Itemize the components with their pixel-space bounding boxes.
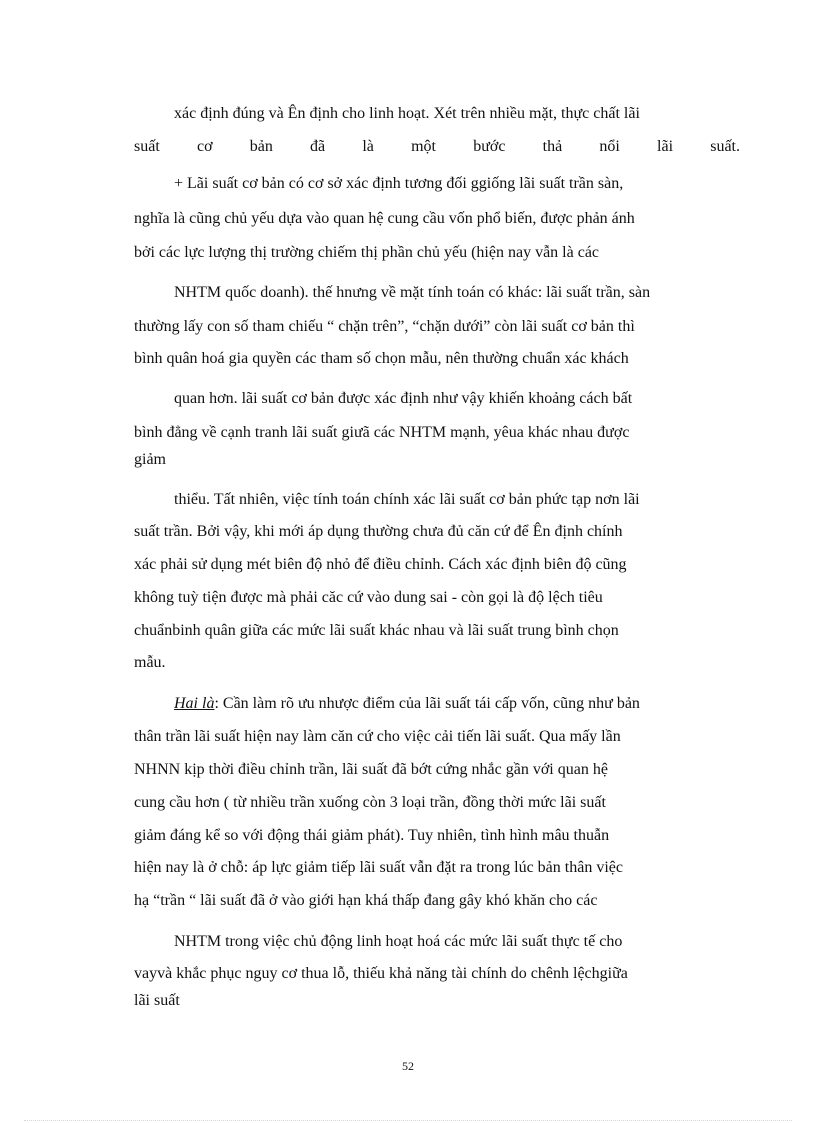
text-line-2: suất cơ bản đã là một bước thả nổi lãi suất. [134,138,740,155]
page-bottom-rule [24,1120,792,1121]
text-line-6: NHTM quốc doanh). thế hnưng về mặt tính toán có khác: lãi suất trần, sàn [174,284,651,301]
text-line-9: quan hơn. lãi suất cơ bản được xác định như vậy khiến khoảng cách bất [174,390,633,407]
text-line-21: cung cầu hơn ( từ nhiều trần xuống còn 3 loại trần, đồng thời mức lãi suất [134,794,606,811]
text-line-10: bình đẳng về cạnh tranh lãi suất giưã các NHTM mạnh, yêua khác nhau được [134,424,630,441]
text-line-1: xác định đúng và Ên định cho linh hoạt. Xét trên nhiều mặt, thực chất lãi [174,105,640,122]
text-line-16: chuẩnbinh quân giữa các mức lãi suất khác nhau và lãi suất trung bình chọn [134,622,619,639]
hai-la-text: : Cần làm rõ ưu nhược điểm của lãi suất tái cấp vốn, cũng như bản [214,695,640,712]
text-line-20: NHNN kịp thời điều chỉnh trần, lãi suất đã bớt cứng nhắc gần với quan hệ [134,761,608,778]
text-line-5: bởi các lực lượng thị trường chiếm thị phần chủ yếu (hiện nay vẫn là các [134,244,600,261]
text-line-23: hiện nay là ở chỗ: áp lực giảm tiếp lãi suất vẫn đặt ra trong lúc bản thân việc [134,859,623,876]
text-line-19: thân trần lãi suất hiện nay làm căn cứ cho việc cải tiến lãi suất. Qua mấy lần [134,728,621,745]
text-line-13: suất trần. Bởi vậy, khi mới áp dụng thường chưa đủ căn cứ để Ên định chính [134,523,623,540]
text-line-14: xác phải sử dụng mét biên độ nhỏ để điều chỉnh. Cách xác định biên độ cũng [134,556,627,573]
text-line-4: nghĩa là cũng chủ yếu dựa vào quan hệ cung cầu vốn phổ biến, được phản ánh [134,210,635,227]
text-line-18 [174,694,740,714]
text-line-8: bình quân hoá gia quyền các tham số chọn mẫu, nên thường chuẩn xác khách [134,350,629,367]
text-line-26: vayvà khắc phục nguy cơ thua lỗ, thiếu khả năng tài chính do chênh lệchgiữa [134,965,628,982]
text-line-17: mẫu. [134,654,166,671]
text-line-12: thiểu. Tất nhiên, việc tính toán chính xác lãi suất cơ bản phức tạp nơn lãi [174,491,640,508]
text-line-22: giảm đáng kể so với động thái giảm phát). Tuy nhiên, tình hình mâu thuẫn [134,827,610,844]
text-line-7: thường lấy con số tham chiếu “ chặn trên”, “chặn dưới” còn lãi suất cơ bản thì [134,318,635,335]
page-number: 52 [402,1059,414,1073]
text-line-25: NHTM trong việc chủ động linh hoạt hoá các mức lãi suất thực tế cho [174,933,623,950]
text-line-15: không tuỳ tiện được mà phải căc cứ vào dung sai - còn gọi là độ lệch tiêu [134,589,603,606]
text-line-11: giảm [134,451,166,468]
text-line-24: hạ “trần “ lãi suất đã ở vào giới hạn khá thấp đang gây khó khăn cho các [134,892,598,909]
text-line-27: lãi suất [134,992,180,1009]
hai-la-label: Hai là [174,695,215,712]
text-line-3: + Lãi suất cơ bản có cơ sở xác định tương đối ggiống lãi suất trần sàn, [174,175,624,192]
